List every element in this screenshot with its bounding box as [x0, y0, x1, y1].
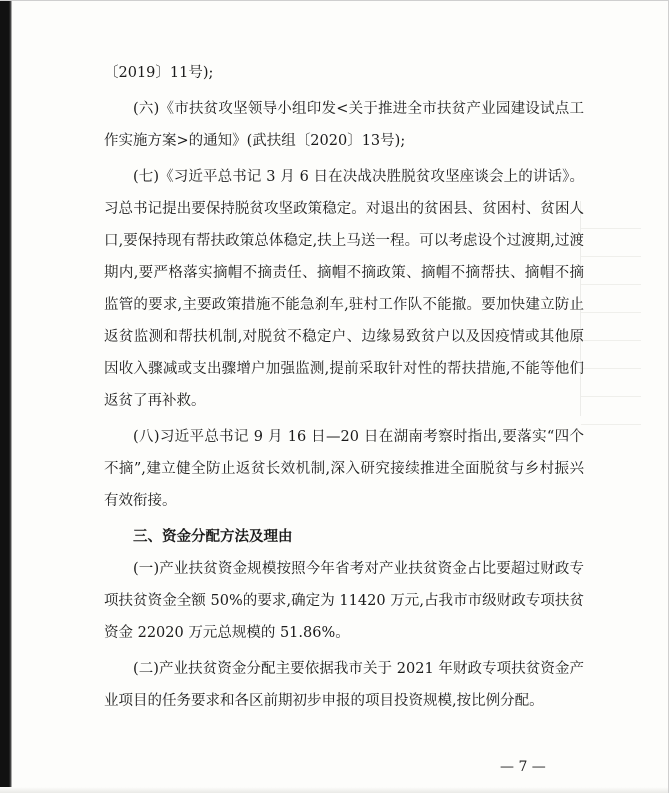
page-bottom-shadow	[0, 787, 669, 793]
paragraph-section-1: (一)产业扶贫资金规模按照今年省考对产业扶贫资金占比要超过财政专项扶贫资金全额 50%的要求,确定为 11420 万元,占我市市级财政专项扶贫资金 22020 万元总规模的 51.86%。	[104, 561, 584, 641]
scan-binding-edge	[0, 1, 12, 793]
paragraph-section-2: (二)产业扶贫资金分配主要依据我市关于 2021 年财政专项扶贫资金产业项目的任务要求和各区前期初步申报的项目投资规模,按比例分配。	[104, 661, 584, 709]
document-body	[104, 57, 584, 721]
paragraph-item-6: (六)《市扶贫攻坚领导小组印发<关于推进全市扶贫产业园建设试点工作实施方案>的通知》(武扶组〔2020〕13号);	[104, 101, 584, 149]
page-number: — 7 —	[500, 759, 546, 775]
bleed-through-table	[580, 201, 641, 416]
paragraph-item-8: (八)习近平总书记 9 月 16 日—20 日在湖南考察时指出,要落实“四个不摘”,建立健全防止返贫长效机制,深入研究接续推进全面脱贫与乡村振兴有效衔接。	[104, 429, 584, 509]
paragraph-item-7: (七)《习近平总书记 3 月 6 日在决战决胜脱贫攻坚座谈会上的讲话》。习总书记提出要保持脱贫攻坚政策稳定。对退出的贫困县、贫困村、贫困人口,要保持现有帮扶政策总体稳定,扶上马送一程。可以考虑设个过渡期,过渡期内,要严格落实摘帽不摘责任、摘帽不摘政策、摘帽不摘帮扶、摘帽不摘监管的要求,主要政策措施不能急刹车,驻村工作队不能撤。要加快建立防止返贫监测和帮扶机制,对脱贫不稳定户、边缘易致贫户以及因疫情或其他原因收入骤减或支出骤增户加强监测,提前采取针对性的帮扶措施,不能等他们返贫了再补救。	[104, 169, 584, 409]
paragraph-continuation: 〔2019〕11号);	[104, 65, 214, 81]
section-heading: 三、资金分配方法及理由	[133, 528, 293, 545]
